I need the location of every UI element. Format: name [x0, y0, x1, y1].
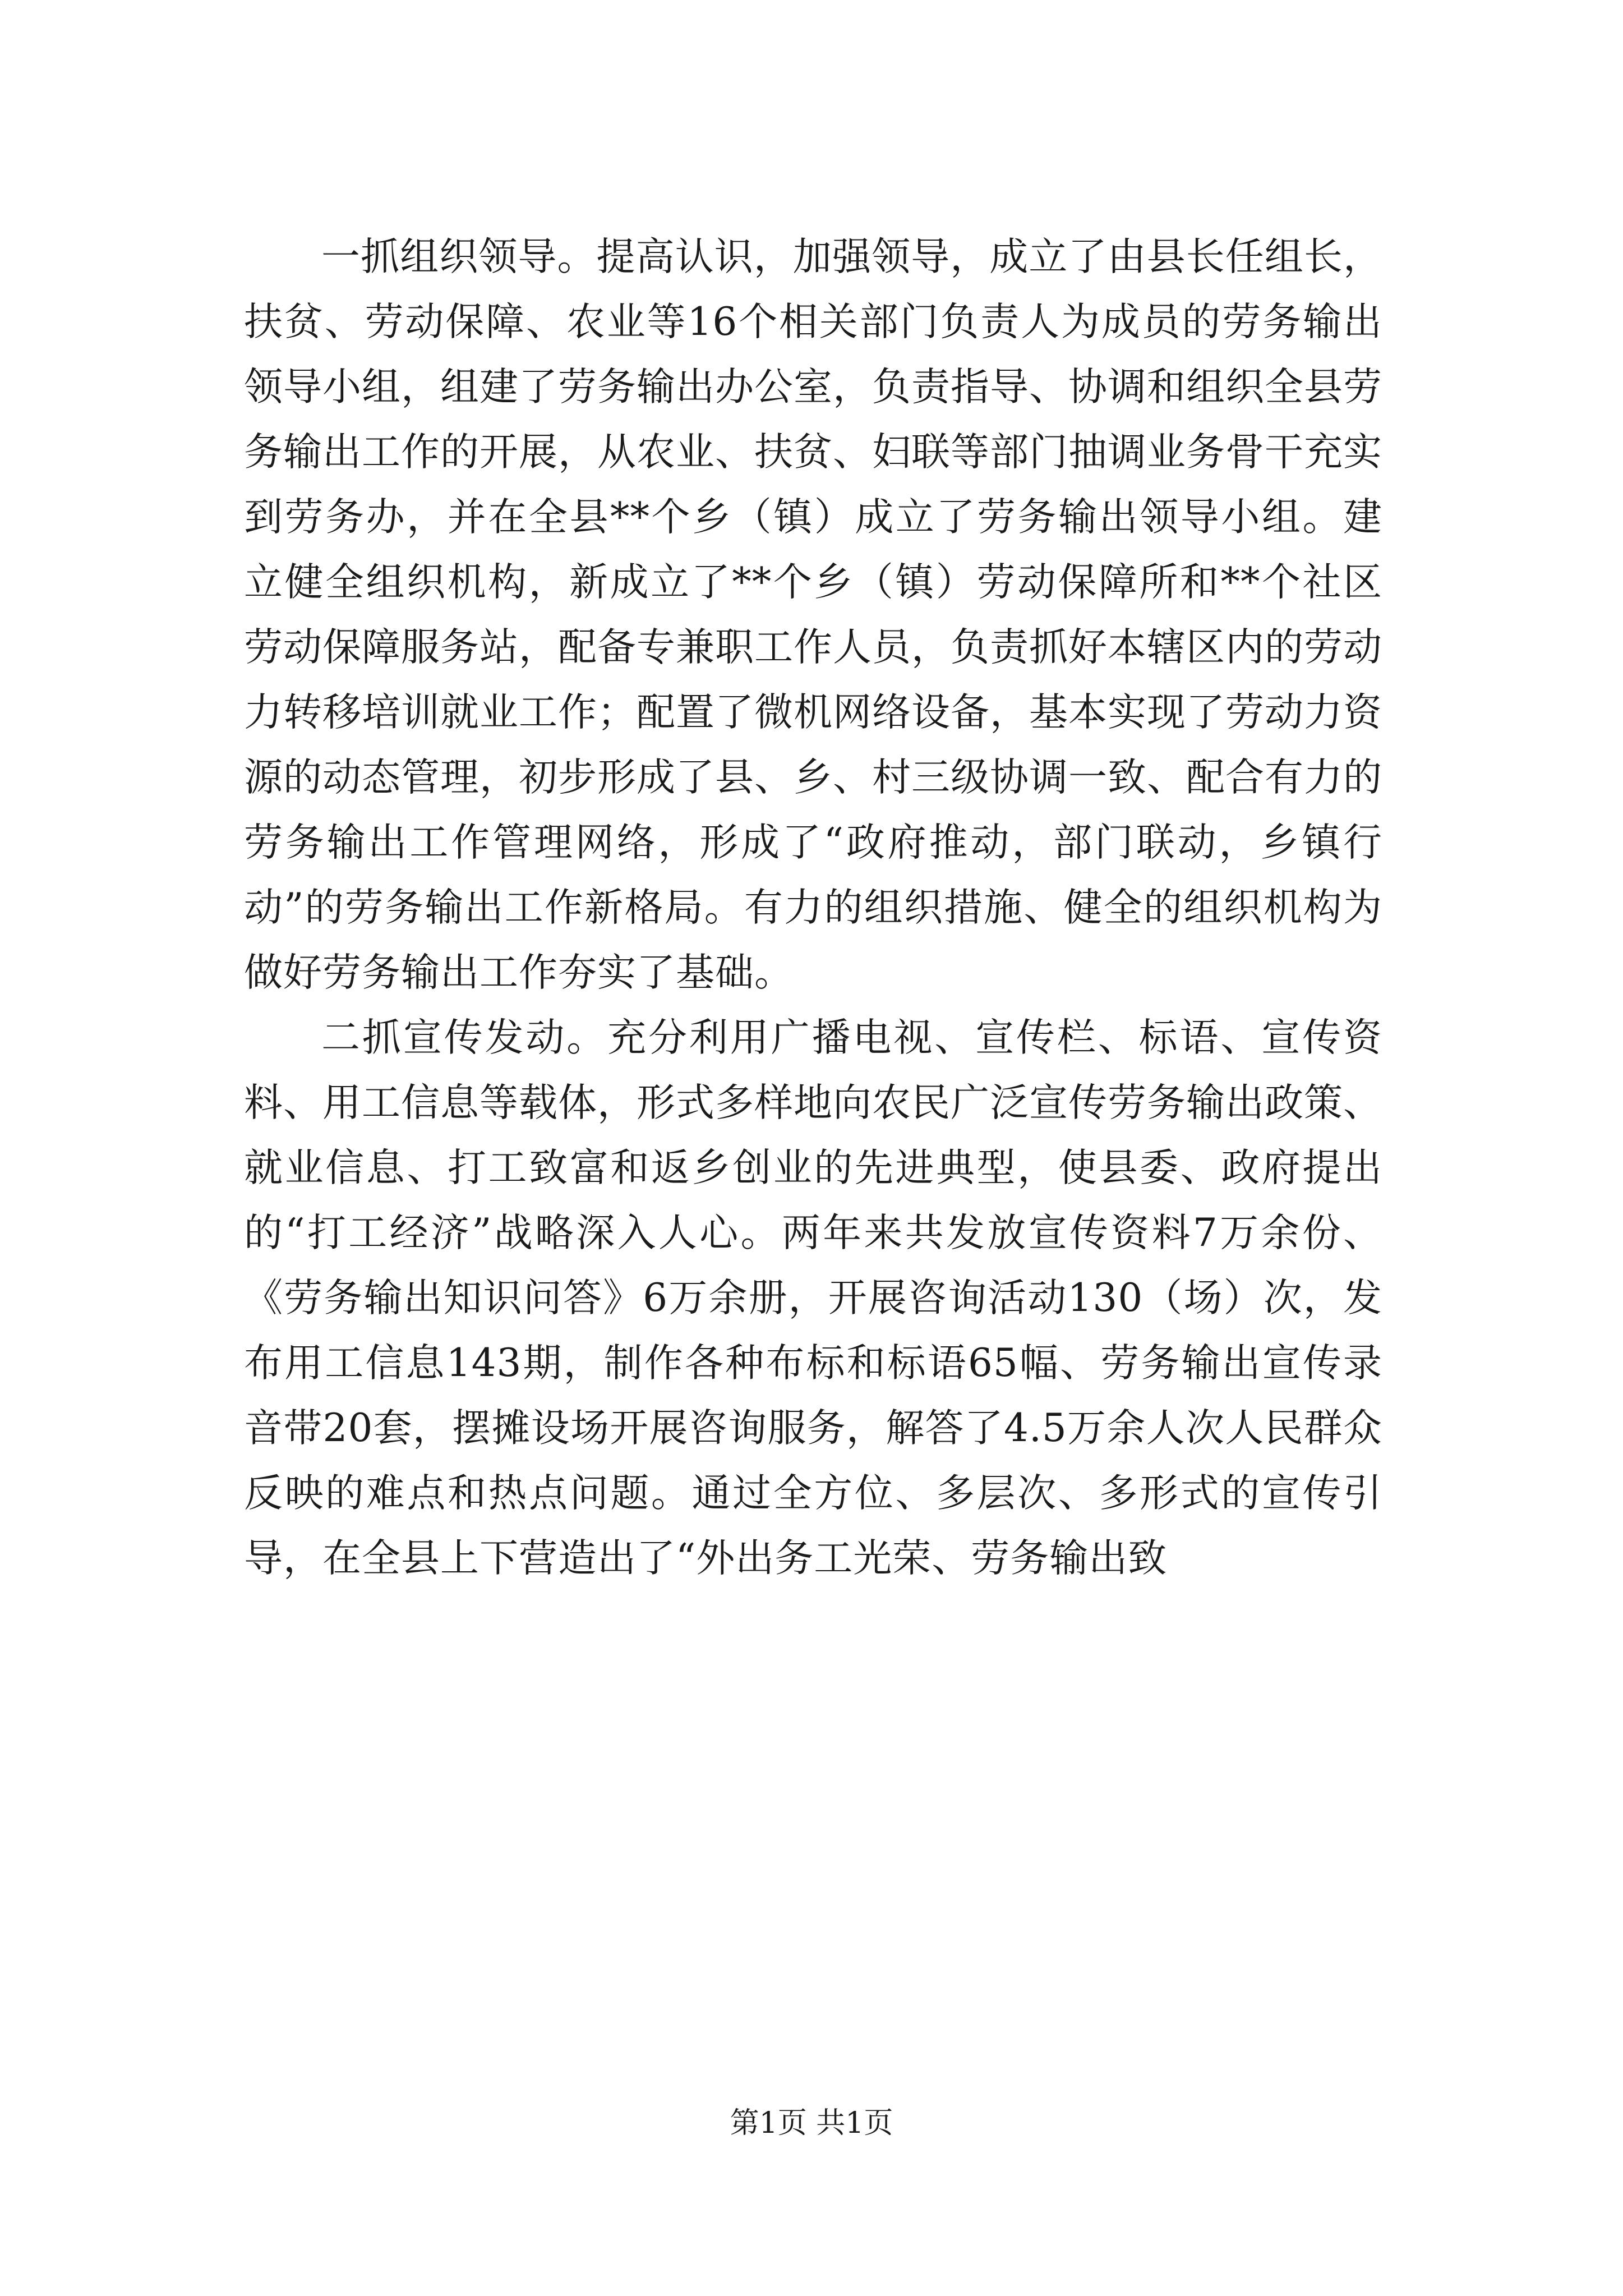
- paragraph-organization-leadership: 一抓组织领导。提高认识，加强领导，成立了由县长任组长，扶贫、劳动保障、农业等16个相关部门负责人为成员的劳务输出领导小组，组建了劳务输出办公室，负责指导、协调和组织全县劳务输出工作的开展，从农业、扶贫、妇联等部门抽调业务骨干充实到劳务办，并在全县**个乡（镇）成立了劳务输出领导小组。建立健全组织机构，新成立了**个乡（镇）劳动保障所和**个社区劳动保障服务站，配备专兼职工作人员，负责抓好本辖区内的劳动力转移培训就业工作；配置了微机网络设备，基本实现了劳动力资源的动态管理，初步形成了县、乡、村三级协调一致、配合有力的劳务输出工作管理网络，形成了“政府推动，部门联动，乡镇行动”的劳务输出工作新格局。有力的组织措施、健全的组织机构为做好劳务输出工作夯实了基础。: [244, 234, 1382, 995]
- paragraph-publicity-mobilization: 二抓宣传发动。充分利用广播电视、宣传栏、标语、宣传资料、用工信息等载体，形式多样地向农民广泛宣传劳务输出政策、就业信息、打工致富和返乡创业的先进典型，使县委、政府提出的“打工经济”战略深入人心。两年来共发放宣传资料7万余份、《劳务输出知识问答》6万余册，开展咨询活动130（场）次，发布用工信息143期，制作各种布标和标语65幅、劳务输出宣传录音带20套，摆摊设场开展咨询服务，解答了4.5万余人次人民群众反映的难点和热点问题。通过全方位、多层次、多形式的宣传引导，在全县上下营造出了“外出务工光荣、劳务输出致: [244, 1015, 1382, 1581]
- page-footer: 第1页 共1页: [730, 2106, 893, 2140]
- document-body: [244, 224, 1382, 1591]
